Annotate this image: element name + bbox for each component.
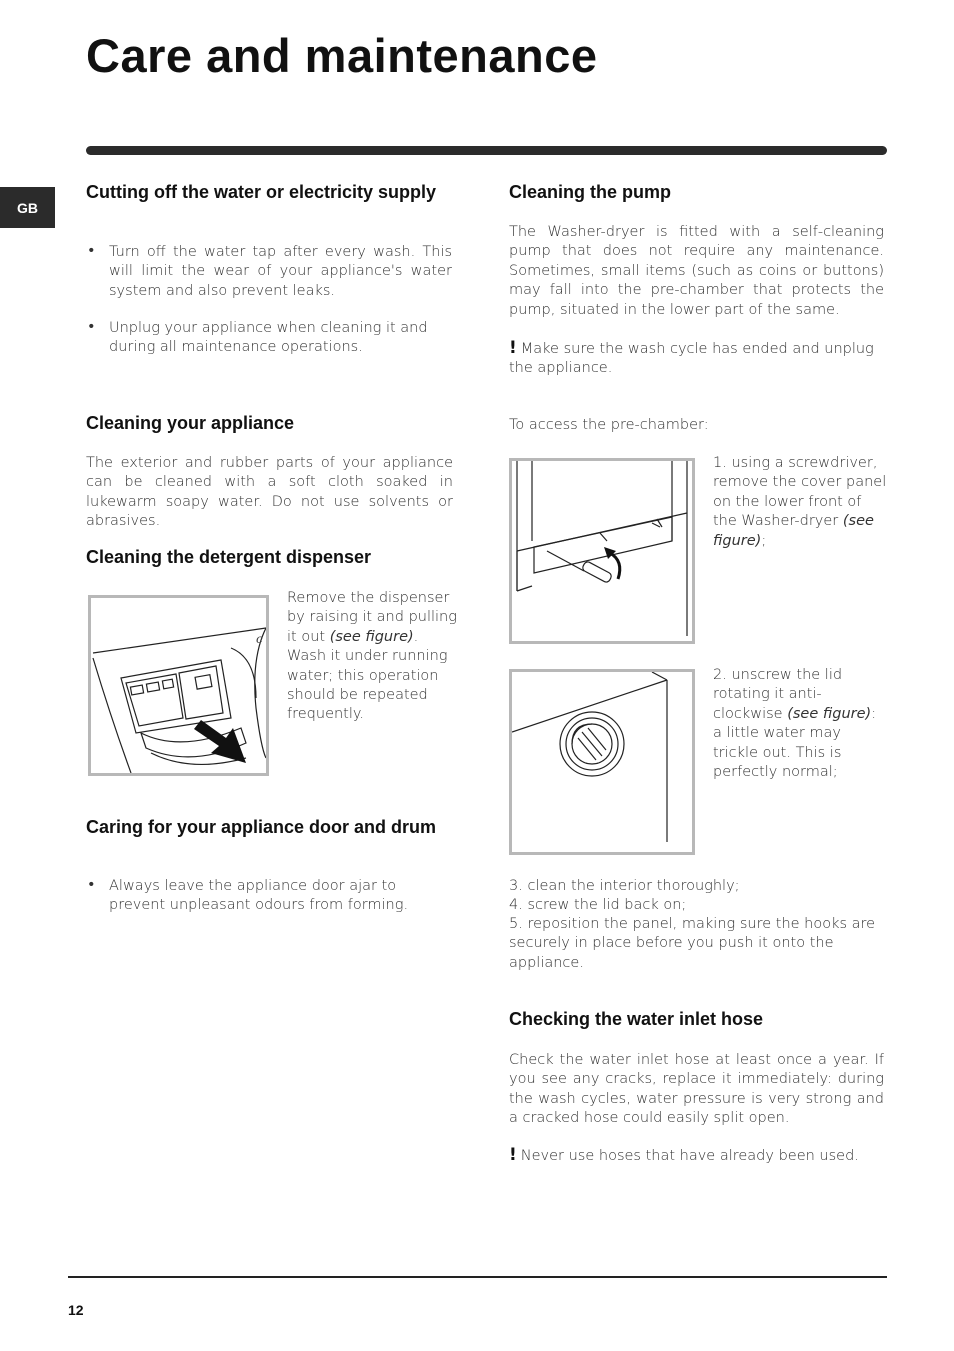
heading-door: Caring for your appliance door and drum [86, 817, 437, 837]
heading-cleaning-appliance: Cleaning your appliance [86, 413, 295, 433]
pump-lid-illustration [512, 672, 692, 852]
step-5: 5. reposition the panel, making sure the hooks are securely in place before you push it onto the appliance. [509, 916, 876, 971]
detergent-text [287, 589, 462, 725]
heading-cutoff: Cutting off the water or electricity supply [86, 182, 437, 202]
step-2-see-figure: (see figure) [787, 705, 872, 722]
step-2-text: 2. unscrew the lid rotating it anti-clockwise [713, 667, 843, 722]
step-2 [713, 666, 887, 782]
cleaning-appliance-body: The exterior and rubber parts of your appliance can be cleaned with a soft cloth soaked in lukewarm soapy water. Do not use solvents or abrasives. [86, 455, 453, 530]
pump-warning [509, 339, 884, 379]
page-title: Care and maintenance [86, 29, 598, 82]
step-1 [713, 454, 887, 551]
step-1-text: 1. using a screwdriver, remove the cover panel on the lower front of the Washer-dryer [713, 455, 887, 530]
heading-hose: Checking the water inlet hose [509, 1009, 764, 1029]
pump-body: The Washer-dryer is fitted with a self-cleaning pump that does not require any maintenance. Sometimes, small items (such as coins or buttons) may fall into the pre-chamber that protects the pump, situated in the lower part of the same. [509, 224, 884, 318]
pump-access: To access the pre-chamber: [509, 417, 709, 433]
bullet-mark: • [87, 319, 96, 335]
heading-detergent: Cleaning the detergent dispenser [86, 547, 372, 567]
step-3: 3. clean the interior thoroughly; [509, 878, 740, 894]
hose-warning [509, 1146, 884, 1166]
pump-lid-figure [509, 669, 695, 855]
page-number: 12 [68, 1302, 84, 1318]
step-1-end: ; [761, 532, 767, 549]
heading-pump: Cleaning the pump [509, 182, 671, 202]
cover-panel-illustration [512, 461, 692, 641]
warning-icon: ! [509, 338, 517, 358]
detergent-text-a: Remove the dispenser by raising it and pulling it out [287, 590, 457, 645]
cutoff-bullet-1: Turn off the water tap after every wash. This will limit the wear of your appliance's water system and also prevent leaks. [109, 244, 452, 299]
warning-icon: ! [509, 1145, 517, 1165]
cover-panel-figure [509, 458, 695, 644]
step-2-end: : a little water may trickle out. This is perfectly normal; [713, 705, 877, 781]
door-bullet: Always leave the appliance door ajar to prevent unpleasant odours from forming. [109, 878, 409, 914]
detergent-text-b: . [413, 628, 419, 645]
step-1-see-figure: (see figure) [713, 513, 874, 549]
svg-text:c: c [256, 632, 263, 646]
bullet-mark: • [87, 877, 96, 893]
detergent-see-figure: (see figure) [329, 628, 414, 645]
title-rule [86, 146, 887, 155]
footer-rule [68, 1276, 887, 1278]
bullet-mark: • [87, 243, 96, 259]
hose-body: Check the water inlet hose at least once a year. If you see any cracks, replace it immediately: during the wash cycles, water pressure is very strong and a cracked hose could easily split open. [509, 1052, 884, 1127]
pump-warning-text: Make sure the wash cycle has ended and unplug the appliance. [509, 341, 874, 377]
dispenser-figure [88, 595, 269, 776]
cutoff-bullet-2: Unplug your appliance when cleaning it and during all maintenance operations. [109, 320, 428, 356]
hose-warning-text: Never use hoses that have already been used. [520, 1148, 859, 1164]
dispenser-illustration [91, 598, 266, 773]
language-tab: GB [0, 187, 55, 228]
detergent-text-c: Wash it under running water; this operation should be repeated frequently. [287, 648, 448, 723]
step-4: 4. screw the lid back on; [509, 897, 687, 913]
